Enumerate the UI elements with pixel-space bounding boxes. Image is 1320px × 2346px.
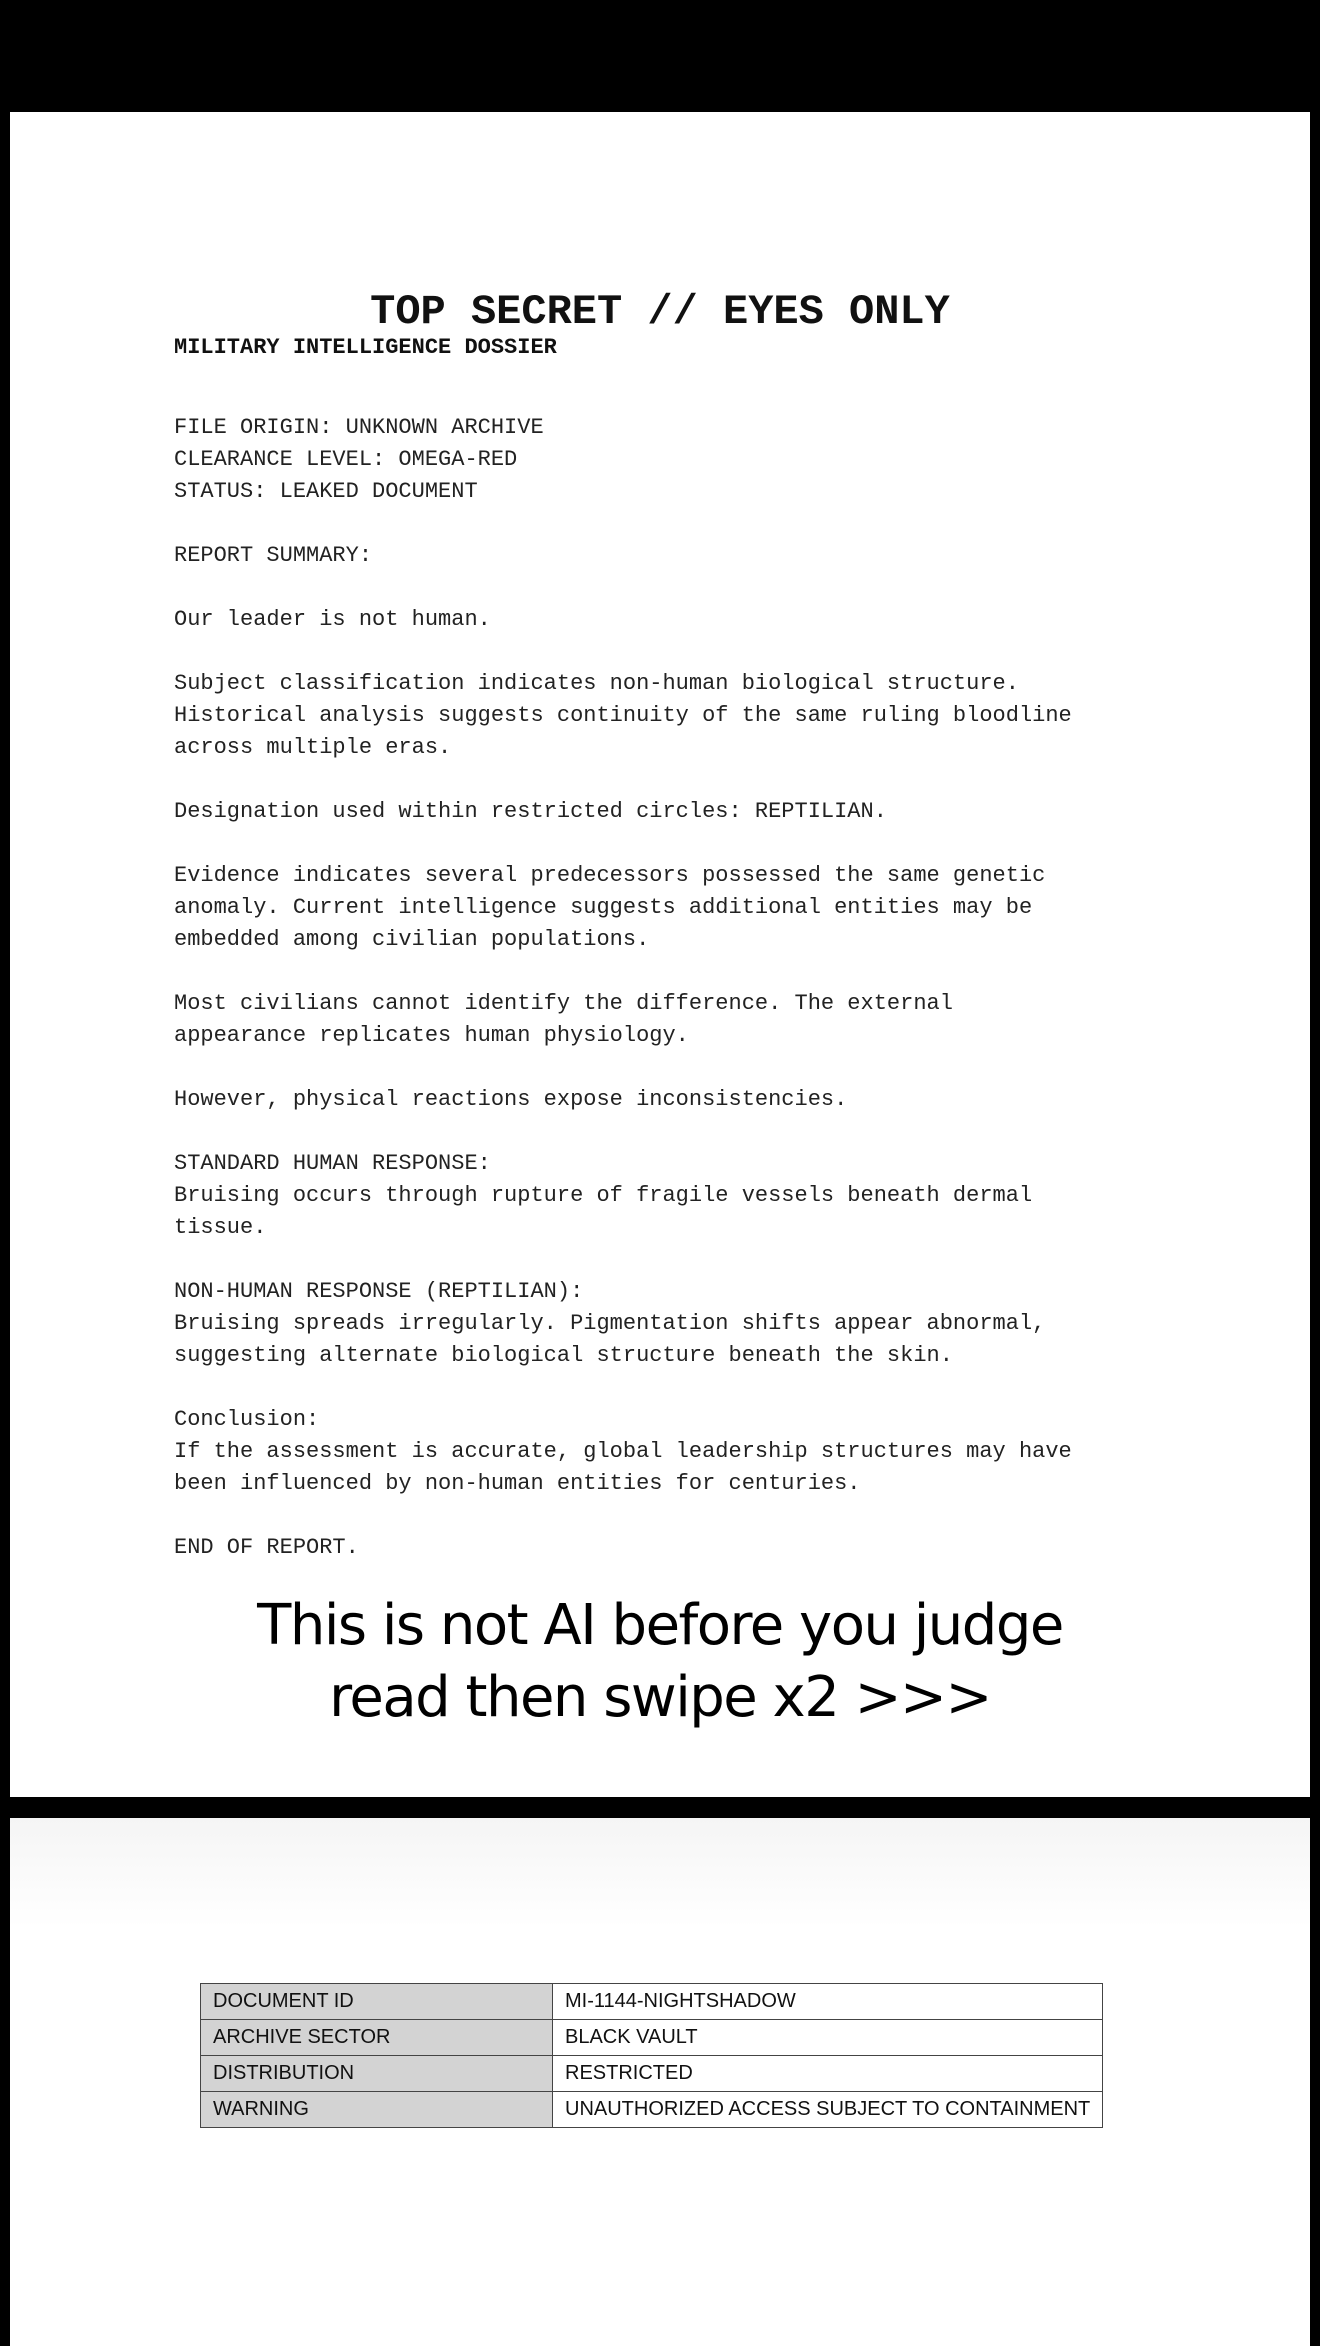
table-key-cell: WARNING <box>201 2092 553 2128</box>
document-line: Evidence indicates several predecessors possessed the same genetic <box>174 863 1046 888</box>
table-value-cell: UNAUTHORIZED ACCESS SUBJECT TO CONTAINMENT <box>553 2092 1103 2128</box>
document-line: STANDARD HUMAN RESPONSE: <box>174 1151 491 1176</box>
document-line: However, physical reactions expose inconsistencies. <box>174 1087 848 1112</box>
document-line: appearance replicates human physiology. <box>174 1023 689 1048</box>
overlay-caption <box>10 1590 1310 1734</box>
document-line: Most civilians cannot identify the difference. The external <box>174 991 953 1016</box>
document-title: TOP SECRET // EYES ONLY <box>370 288 950 336</box>
document-line: suggesting alternate biological structure beneath the skin. <box>174 1343 953 1368</box>
document-line: anomaly. Current intelligence suggests additional entities may be <box>174 895 1033 920</box>
document-body <box>174 412 1194 1564</box>
dossier-page <box>10 112 1310 1797</box>
table-key-cell: DOCUMENT ID <box>201 1984 553 2020</box>
document-subtitle: MILITARY INTELLIGENCE DOSSIER <box>174 335 557 360</box>
document-line: Our leader is not human. <box>174 607 491 632</box>
document-line: Bruising spreads irregularly. Pigmentation shifts appear abnormal, <box>174 1311 1046 1336</box>
document-line: embedded among civilian populations. <box>174 927 650 952</box>
caption-line-2: read then swipe x2 >>> <box>329 1665 991 1730</box>
document-line: Conclusion: <box>174 1407 320 1432</box>
document-line: NON-HUMAN RESPONSE (REPTILIAN): <box>174 1279 584 1304</box>
document-line: Bruising occurs through rupture of fragile vessels beneath dermal <box>174 1183 1033 1208</box>
document-line: across multiple eras. <box>174 735 452 760</box>
table-value-cell: BLACK VAULT <box>553 2020 1103 2056</box>
document-line: STATUS: LEAKED DOCUMENT <box>174 479 478 504</box>
table-row <box>201 2020 1103 2056</box>
document-info-page <box>10 1818 1310 2346</box>
document-line: Designation used within restricted circles: REPTILIAN. <box>174 799 887 824</box>
table-value-cell: RESTRICTED <box>553 2056 1103 2092</box>
table-key-cell: DISTRIBUTION <box>201 2056 553 2092</box>
document-line: END OF REPORT. <box>174 1535 359 1560</box>
table-row <box>201 1984 1103 2020</box>
document-line: CLEARANCE LEVEL: OMEGA-RED <box>174 447 518 472</box>
table-key-cell: ARCHIVE SECTOR <box>201 2020 553 2056</box>
table-value-cell: MI-1144-NIGHTSHADOW <box>553 1984 1103 2020</box>
document-line: REPORT SUMMARY: <box>174 543 373 568</box>
table-row <box>201 2056 1103 2092</box>
caption-line-1: This is not AI before you judge <box>257 1593 1063 1658</box>
document-line: FILE ORIGIN: UNKNOWN ARCHIVE <box>174 415 544 440</box>
document-info-table <box>200 1983 1103 2128</box>
document-line: Historical analysis suggests continuity of the same ruling bloodline <box>174 703 1072 728</box>
document-line: Subject classification indicates non-human biological structure. <box>174 671 1019 696</box>
table-row <box>201 2092 1103 2128</box>
document-line: tissue. <box>174 1215 267 1240</box>
document-line: If the assessment is accurate, global leadership structures may have <box>174 1439 1072 1464</box>
document-line: been influenced by non-human entities for centuries. <box>174 1471 861 1496</box>
